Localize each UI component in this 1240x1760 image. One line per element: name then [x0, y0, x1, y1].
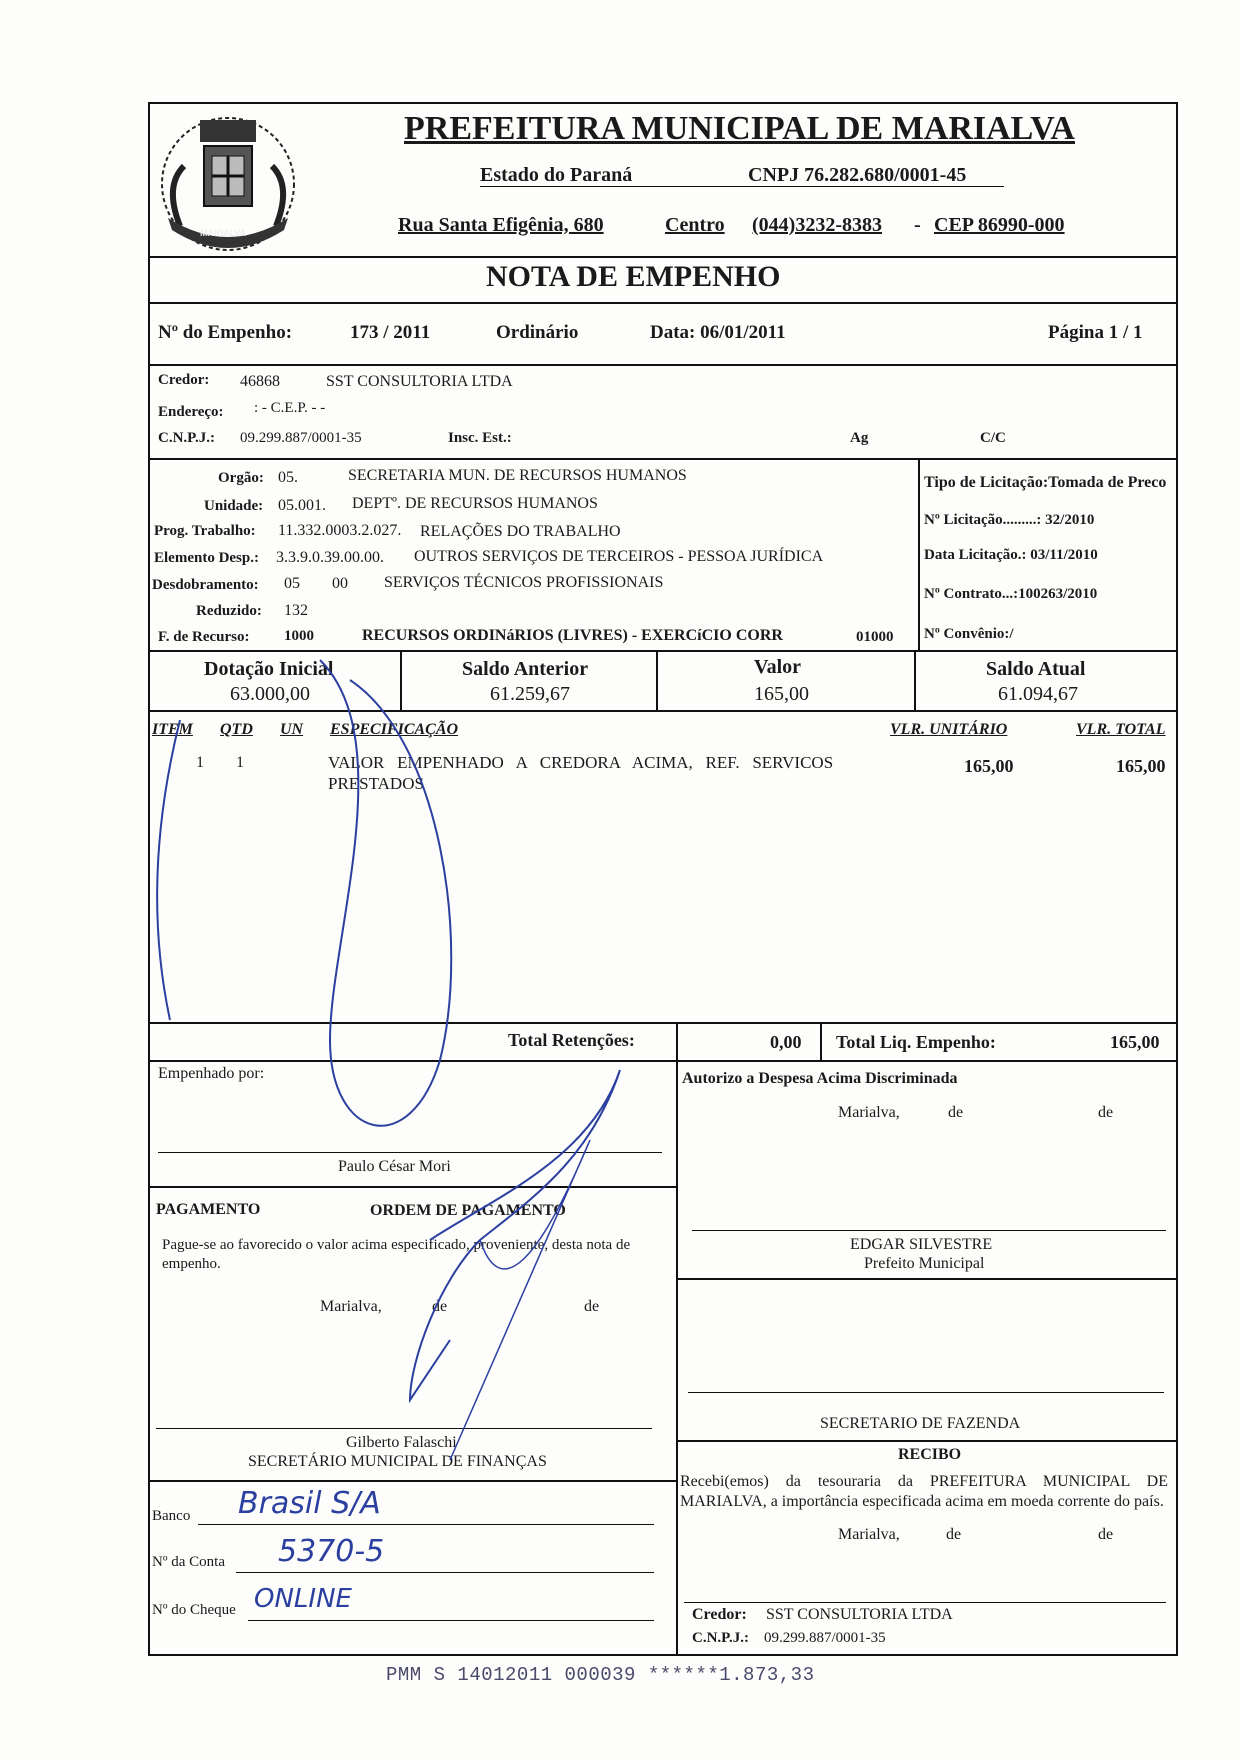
org-cnpj: CNPJ 76.282.680/0001-45: [748, 164, 967, 186]
recibo-credor-label: Credor:: [692, 1606, 747, 1623]
saldo-anterior-label: Saldo Anterior: [462, 658, 589, 680]
col-vlr-total: VLR. TOTAL: [1076, 721, 1166, 738]
col-especificacao: ESPECIFICAÇÃO: [330, 721, 459, 738]
recurso-num: 01000: [856, 629, 894, 645]
retencoes-value: 0,00: [770, 1032, 802, 1052]
saldo-atual-value: 61.094,67: [998, 683, 1078, 705]
divider: [148, 302, 1178, 304]
recurso-desc: RECURSOS ORDINáRIOS (LIVRES) - EXERCíCIO CORR: [362, 627, 783, 644]
col-item: ITEM: [152, 721, 193, 738]
reduzido-value: 132: [284, 602, 308, 619]
autorizo-label: Autorizo a Despesa Acima Discriminada: [682, 1070, 958, 1087]
recibo-de1: de: [946, 1526, 962, 1543]
item-number: 1: [196, 754, 204, 771]
item-vlr-total: 165,00: [1116, 756, 1166, 776]
col-vlr-unitario: VLR. UNITÁRIO: [890, 721, 1008, 738]
recibo-cnpj-value: 09.299.887/0001-35: [764, 1630, 886, 1646]
ag-label: Ag: [850, 430, 869, 446]
item-espec-line2: PRESTADOS: [328, 774, 424, 793]
licitacao-numero: Nº Licitação.........: 32/2010: [924, 512, 1095, 528]
municipal-crest-icon: [154, 106, 302, 258]
credor-label: Credor:: [158, 372, 210, 388]
dotacao-inicial-value: 63.000,00: [230, 683, 310, 705]
item-qtd: 1: [236, 754, 244, 771]
divider: [148, 256, 1178, 258]
recibo-text: Recebi(emos) da tesouraria da PREFEITURA MUNICIPAL DE MARIALVA, a importância especificada acima em moeda corrente do país.: [680, 1473, 1168, 1510]
divider: [914, 650, 916, 710]
recurso-code: 1000: [284, 628, 314, 644]
pagamento-signer: Gilberto Falaschi: [346, 1434, 457, 1451]
saldo-atual-label: Saldo Atual: [986, 658, 1086, 680]
signature-line: [684, 1602, 1166, 1603]
cheque-line: [248, 1620, 654, 1621]
valor-label: Valor: [754, 656, 802, 678]
dotacao-inicial-label: Dotação Inicial: [204, 658, 334, 680]
divider: [148, 364, 1178, 366]
autorizo-signer: EDGAR SILVESTRE: [850, 1236, 993, 1253]
cheque-value: ONLINE: [254, 1584, 352, 1614]
banco-label: Banco: [152, 1508, 191, 1524]
endereco-value: : - C.E.P. - -: [254, 400, 326, 416]
pagamento-text: Pague-se ao favorecido o valor acima especificado, proveniente, desta nota de empenho.: [162, 1237, 631, 1272]
empenho-type: Ordinário: [496, 322, 579, 343]
desd-label: Desdobramento:: [152, 577, 259, 593]
page-number: Página 1 / 1: [1048, 322, 1143, 343]
conta-label: Nº da Conta: [152, 1554, 225, 1570]
signature-line: [688, 1392, 1164, 1393]
recibo-cnpj-label: C.N.P.J.:: [692, 1630, 749, 1646]
signature-line: [692, 1230, 1166, 1231]
recibo-credor-value: SST CONSULTORIA LTDA: [766, 1606, 953, 1623]
licitacao-data: Data Licitação.: 03/11/2010: [924, 547, 1098, 563]
desd-code1: 05: [284, 575, 300, 592]
state-name: Estado do Paraná: [480, 164, 633, 186]
state-underline: [480, 186, 1004, 187]
valor-value: 165,00: [754, 683, 809, 705]
org-phone: (044)3232-8383: [752, 214, 882, 236]
cc-label: C/C: [980, 430, 1006, 446]
cheque-label: Nº do Cheque: [152, 1602, 236, 1618]
saldo-anterior-value: 61.259,67: [490, 683, 570, 705]
divider: [676, 1278, 1178, 1280]
elem-desc: OUTROS SERVIÇOS DE TERCEIROS - PESSOA JURÍDICA: [414, 548, 824, 565]
elem-label: Elemento Desp.:: [154, 550, 259, 566]
prog-label: Prog. Trabalho:: [154, 523, 256, 539]
recibo-title: RECIBO: [898, 1446, 962, 1463]
pagamento-de1: de: [432, 1298, 448, 1315]
pagamento-city: Marialva,: [320, 1298, 382, 1315]
autorizo-de1: de: [948, 1104, 964, 1121]
credor-code: 46868: [240, 373, 280, 390]
prog-desc: RELAÇÕES DO TRABALHO: [420, 523, 621, 540]
conta-value: 5370-5: [278, 1534, 385, 1569]
empenho-number: 173 / 2011: [350, 322, 431, 343]
crest-banner-text: MARIALVA: [200, 228, 247, 238]
empenhado-name: Paulo César Mori: [338, 1158, 451, 1175]
empenho-date: Data: 06/01/2011: [650, 322, 786, 343]
orgao-desc: SECRETARIA MUN. DE RECURSOS HUMANOS: [348, 467, 687, 484]
retencoes-label: Total Retenções:: [508, 1030, 635, 1050]
col-un: UN: [280, 721, 304, 738]
item-vlr-unitario: 165,00: [964, 756, 1014, 776]
desd-desc: SERVIÇOS TÉCNICOS PROFISSIONAIS: [384, 574, 664, 591]
convenio-numero: Nº Convênio:/: [924, 626, 1014, 642]
divider: [148, 458, 1178, 460]
contrato-numero: Nº Contrato...:100263/2010: [924, 586, 1098, 602]
desd-code2: 00: [332, 575, 348, 592]
recibo-de2: de: [1098, 1526, 1114, 1543]
liq-empenho-label: Total Liq. Empenho:: [836, 1032, 996, 1052]
autorizo-de2: de: [1098, 1104, 1114, 1121]
secretario-fazenda: SECRETARIO DE FAZENDA: [820, 1415, 1021, 1432]
recurso-label: F. de Recurso:: [158, 629, 250, 645]
empenho-label: Nº do Empenho:: [158, 322, 293, 343]
reduzido-label: Reduzido:: [196, 603, 262, 619]
doc-title: NOTA DE EMPENHO: [486, 260, 781, 293]
signature-scribble-icon: [150, 640, 710, 1540]
divider: [820, 1022, 822, 1060]
conta-line: [236, 1572, 654, 1573]
unidade-label: Unidade:: [204, 498, 264, 514]
divider: [918, 458, 920, 650]
org-title: PREFEITURA MUNICIPAL DE MARIALVA: [404, 110, 1075, 147]
bank-stamp: PMM S 14012011 000039 ******1.873,33: [386, 1664, 815, 1686]
unidade-desc: DEPTº. DE RECURSOS HUMANOS: [352, 495, 598, 512]
licitacao-tipo: Tipo de Licitação:Tomada de Preco: [924, 474, 1167, 491]
cnpj-label: C.N.P.J.:: [158, 430, 215, 446]
divider: [676, 1440, 1178, 1442]
banco-value: Brasil S/A: [238, 1486, 381, 1521]
org-cep: CEP 86990-000: [934, 214, 1065, 236]
col-qtd: QTD: [220, 721, 253, 738]
orgao-code: 05.: [278, 469, 298, 486]
insc-label: Insc. Est.:: [448, 430, 512, 446]
prog-code: 11.332.0003.2.027.: [278, 522, 402, 539]
empenhado-label: Empenhado por:: [158, 1065, 265, 1082]
endereco-label: Endereço:: [158, 404, 224, 420]
dash: -: [914, 214, 921, 236]
ordem-pagamento-label: ORDEM DE PAGAMENTO: [370, 1202, 566, 1219]
orgao-label: Orgão:: [218, 470, 264, 486]
autorizo-signer-role: Prefeito Municipal: [864, 1255, 985, 1272]
credor-name: SST CONSULTORIA LTDA: [326, 373, 513, 390]
liq-empenho-value: 165,00: [1110, 1032, 1160, 1052]
unidade-code: 05.001.: [278, 497, 326, 514]
pagamento-label: PAGAMENTO: [156, 1201, 261, 1218]
autorizo-city: Marialva,: [838, 1104, 900, 1121]
pagamento-de2: de: [584, 1298, 600, 1315]
pagamento-signer-role: SECRETÁRIO MUNICIPAL DE FINANÇAS: [248, 1453, 547, 1470]
cnpj-value: 09.299.887/0001-35: [240, 430, 362, 446]
elem-code: 3.3.9.0.39.00.00.: [276, 549, 384, 566]
item-espec-line1: VALOR EMPENHADO A CREDORA ACIMA, REF. SERVICOS: [328, 753, 834, 772]
recibo-city: Marialva,: [838, 1526, 900, 1543]
org-district: Centro: [665, 214, 725, 236]
org-address: Rua Santa Efigênia, 680: [398, 214, 604, 236]
